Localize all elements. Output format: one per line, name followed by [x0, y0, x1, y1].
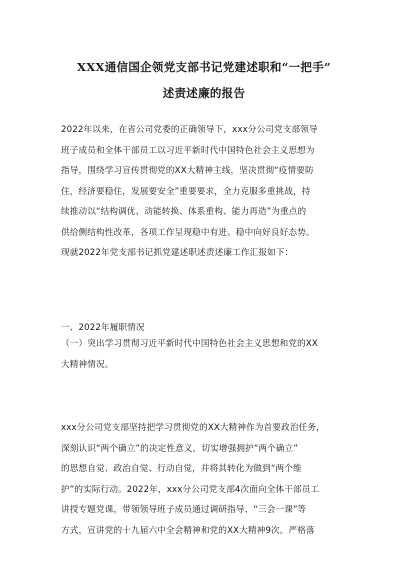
text-line: 方式，宣讲党的十九届六中全会精神和党的XX大精神9次。严格落	[61, 525, 315, 536]
body-paragraph	[61, 418, 351, 541]
document-title	[0, 54, 408, 106]
subsection-heading	[61, 334, 351, 375]
text-line: 班子成员和全体干部员工以习近平新时代中国特色社会主义思想为	[61, 145, 315, 156]
text-line: 2022年以来，在省公司党委的正确领导下，xxx分公司党支部领导	[61, 125, 318, 135]
text-line: 护”的实际行动。2022年，xxx分公司党支部4次面向全体干部员工	[61, 484, 320, 495]
text-line: （一）突出学习贯彻习近平新时代中国特色社会主义思想和党的XX	[61, 339, 318, 349]
text-line: 深刻认识“两个确立”的决定性意义，切实增强拥护“两个确立”	[61, 443, 299, 454]
text-line: 续推动以“结构调优、动能转换、体系重构、能力再造”为重点的	[61, 207, 307, 217]
text-line: xxx分公司党支部坚持把学习贯彻党的XX大精神作为首要政治任务，	[61, 423, 325, 433]
text-line: 现就2022年党支部书记抓党建述职述责述廉工作汇报如下：	[61, 248, 294, 258]
text-line: 讲授专题党课，带领领导班子成员通过调研指导、“三会一课”等	[61, 505, 307, 515]
text-line: 大精神情况。	[61, 359, 114, 370]
title-line-1: XXX通信国企领党支部书记党建述职和“一把手”	[77, 60, 331, 74]
text-line: 住，经济要稳住，发展要安全”重要要求，全力克服多重挑战，持	[61, 186, 311, 197]
heading-line: 一、2022年履职情况	[61, 323, 145, 333]
text-line: 的思想自觉、政治自觉、行动自觉，并将其转化为做到“两个维	[61, 464, 302, 474]
text-line: 指导，围绕学习宣传贯彻党的XX大精神主线，坚决贯彻“疫情要防	[61, 166, 314, 176]
intro-paragraph	[61, 120, 351, 264]
title-line-2: 述责述廉的报告	[162, 86, 246, 100]
text-line: 供给侧结构性改革，各项工作呈现稳中有进、稳中向好良好态势。	[61, 227, 315, 238]
